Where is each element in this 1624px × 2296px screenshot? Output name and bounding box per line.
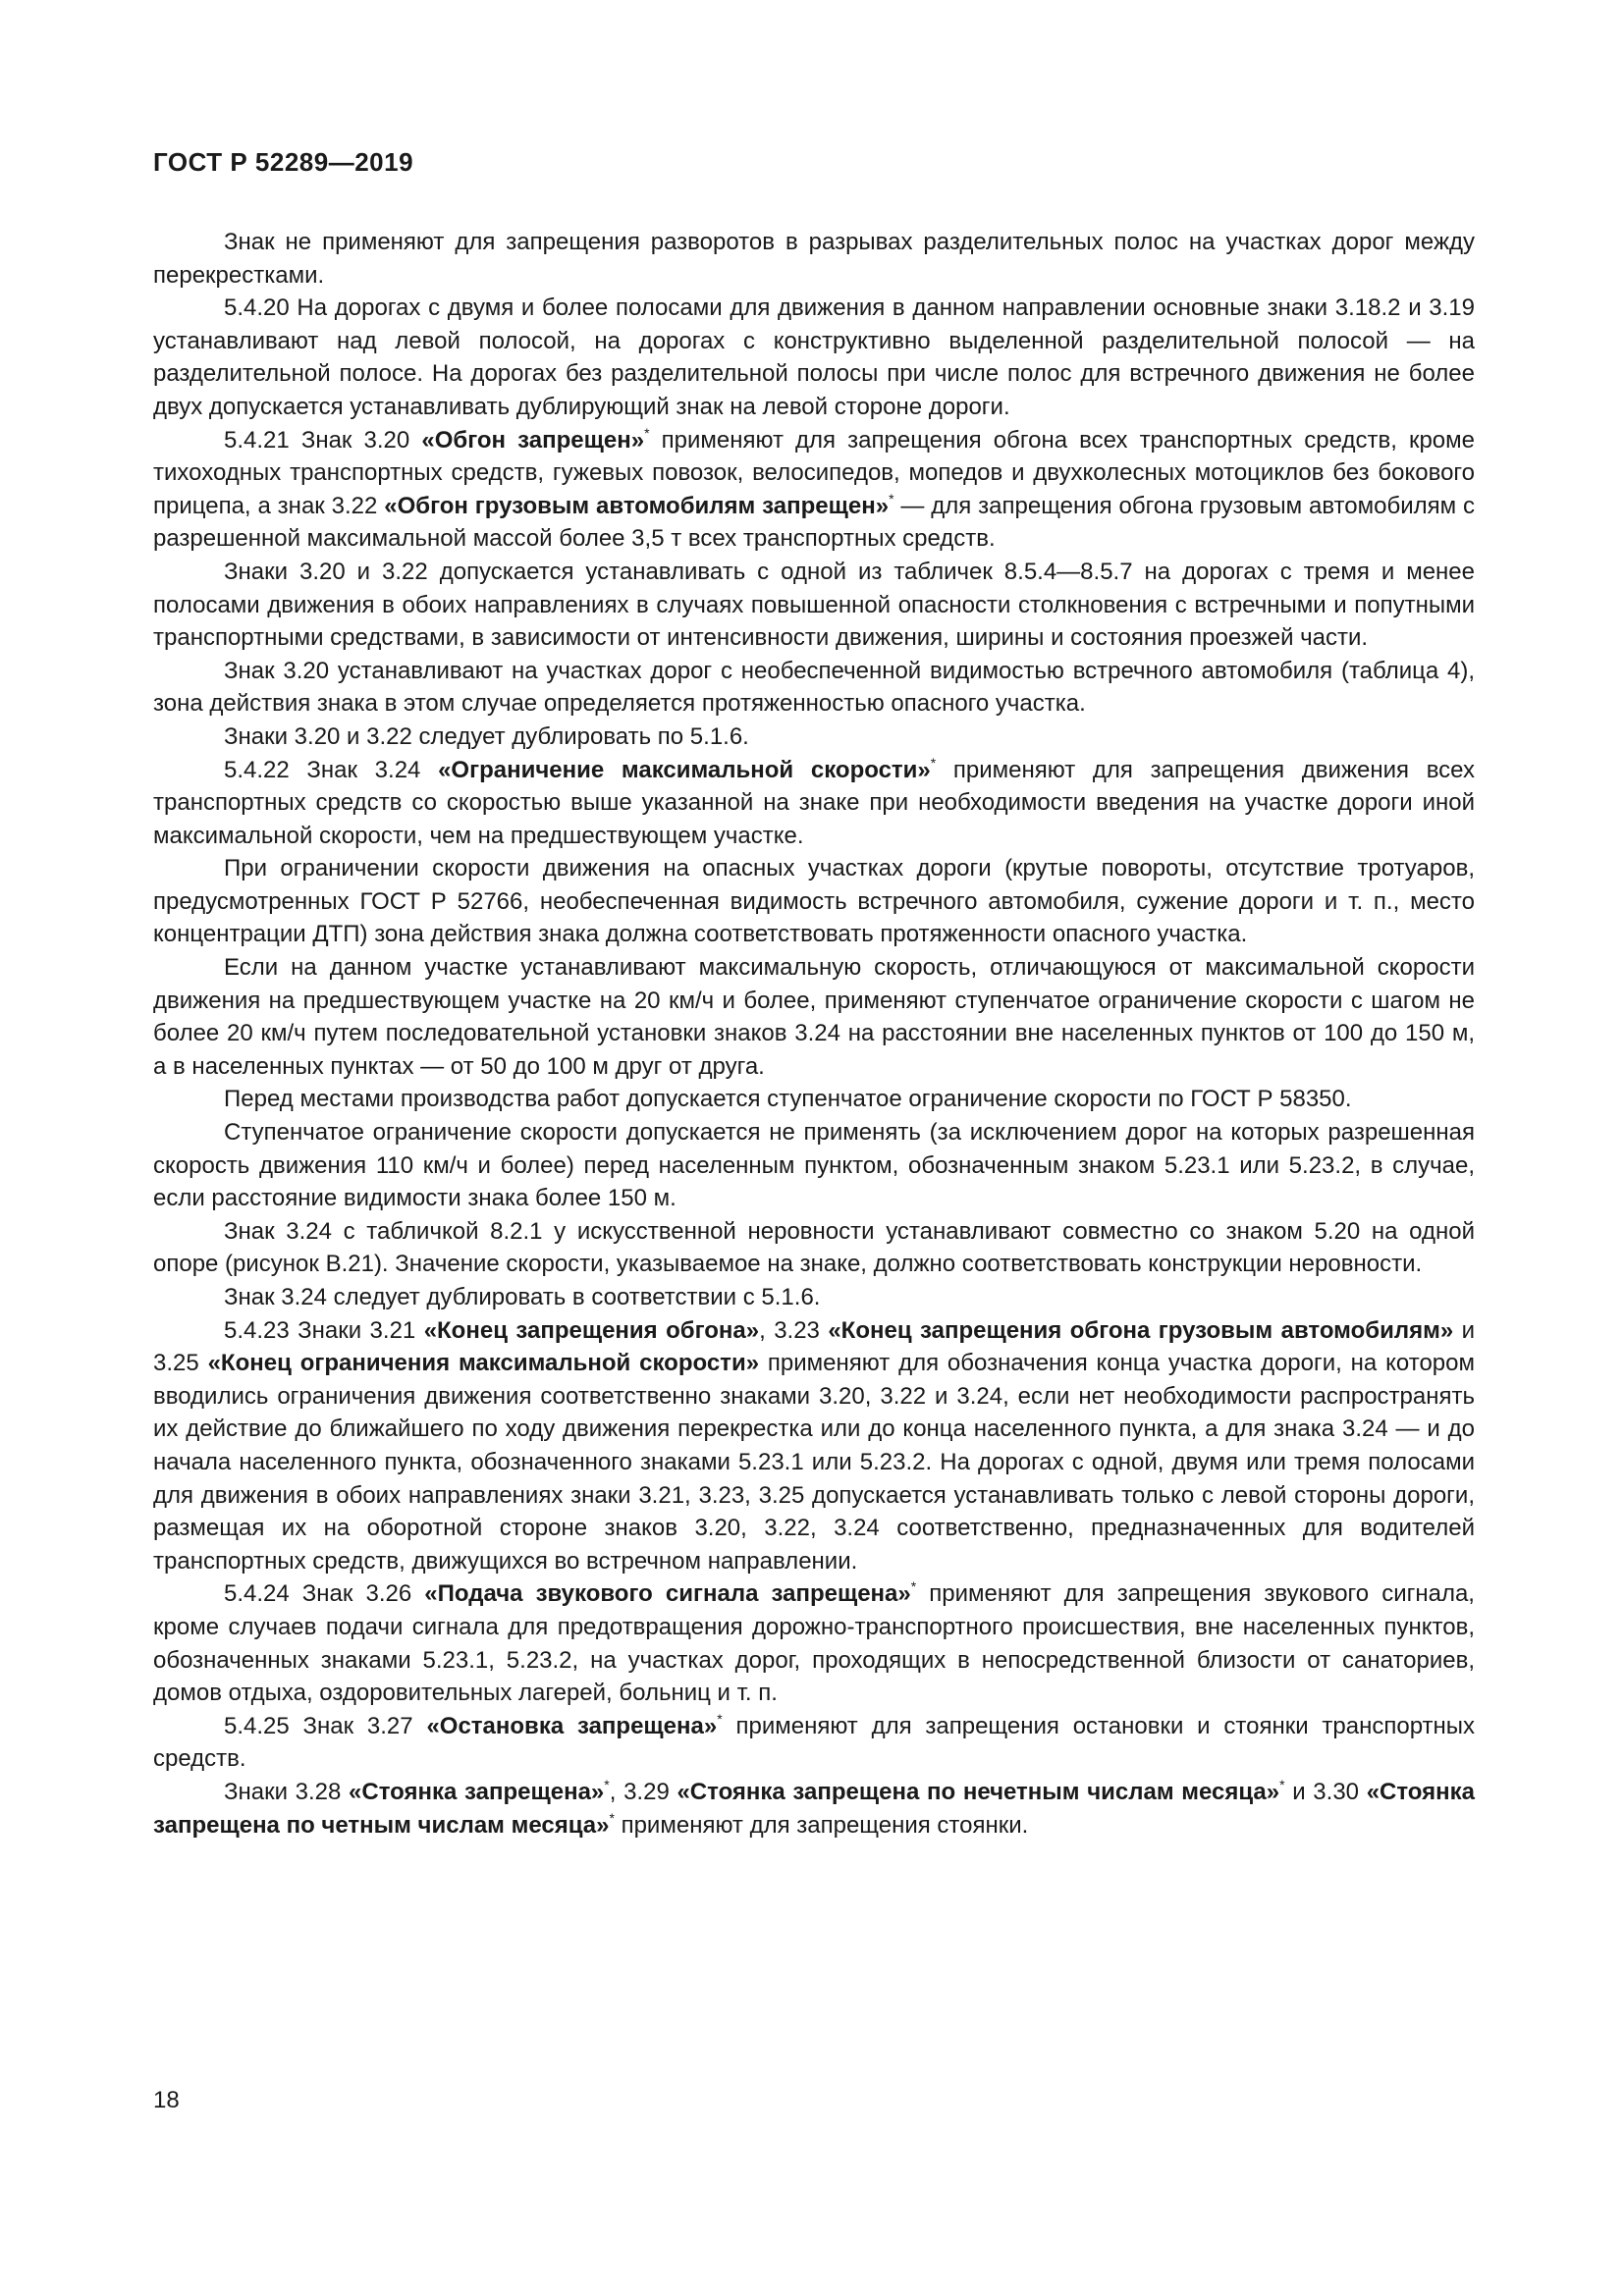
paragraph — [153, 655, 1475, 721]
paragraph — [153, 852, 1475, 951]
text-run: применяют для запрещения движения всех транспортных средств со скоростью выше указанной на знаке при необходимости введения на участке дороги иной максимальной скорости, чем на предшествующем участке. — [153, 756, 1475, 849]
text-run: , 3.29 — [609, 1778, 677, 1805]
footnote-marker: * — [609, 1809, 615, 1826]
paragraph — [153, 1710, 1475, 1776]
text-run: применяют для запрещения звукового сигнала, кроме случаев подачи сигнала для предотвращения дорожно-транспортного происшествия, вне населенных пунктов, обозначенных знаками 5.23.1, 5.23.2, на участках дорог, проходящих в непосредственной близости от санаториев, домов отдыха, оздоровительных лагерей, больниц и т. п. — [153, 1580, 1475, 1707]
text-run: Перед местами производства работ допускается ступенчатое ограничение скорости по ГОСТ Р 58350. — [224, 1086, 1352, 1113]
paragraph — [153, 754, 1475, 853]
sign-name: «Конец запрещения обгона грузовым автомобилям» — [828, 1316, 1454, 1344]
text-run: 5.4.21 Знак 3.20 — [224, 426, 422, 454]
sign-name: «Ограничение максимальной скорости» — [438, 756, 931, 783]
text-run: применяют для запрещения обгона всех транспортных средств, кроме тихоходных транспортных средств, гужевых повозок, велосипедов, мопедов и двухколесных мотоциклов без бокового прицепа, а знак 3.22 — [153, 426, 1476, 519]
text-run: 5.4.24 Знак 3.26 — [224, 1580, 425, 1608]
standard-code-header: ГОСТ Р 52289—2019 — [153, 147, 414, 177]
text-run: Знаки 3.20 и 3.22 следует дублировать по 5.1.6. — [224, 722, 749, 750]
paragraph — [153, 1776, 1475, 1842]
paragraph — [153, 1314, 1475, 1578]
text-run: Знак 3.20 устанавливают на участках дорог с необеспеченной видимостью встречного автомобиля (таблица 4), зона действия знака в этом случае определяется протяженностью опасного участка. — [153, 657, 1475, 718]
footnote-marker: * — [930, 754, 937, 771]
text-run: применяют для запрещения стоянки. — [614, 1811, 1029, 1839]
text-run: применяют для запрещения остановки и стоянки транспортных средств. — [153, 1712, 1476, 1773]
text-run: 5.4.25 Знак 3.27 — [224, 1712, 427, 1739]
sign-name: «Стоянка запрещена по нечетным числам месяца» — [677, 1778, 1280, 1805]
text-run: , 3.23 — [759, 1316, 829, 1344]
footnote-marker: * — [604, 1776, 610, 1792]
text-run: 5.4.23 Знаки 3.21 — [224, 1316, 424, 1344]
footnote-marker: * — [717, 1710, 723, 1727]
paragraph — [153, 951, 1475, 1083]
paragraph — [153, 1281, 1475, 1314]
text-run: Знак не применяют для запрещения разворотов в разрывах разделительных полос на участках дорог между перекрестками. — [153, 229, 1475, 289]
sign-name: «Стоянка запрещена» — [349, 1778, 605, 1805]
paragraph — [153, 721, 1475, 754]
text-run: 5.4.20 На дорогах с двумя и более полосами для движения в данном направлении основные знаки 3.18.2 и 3.19 устанавливают над левой полосой, на дорогах с конструктивно выделенной разделительной полосой — на разделительной полосе. На дорогах без разделительной полосы при числе полос для встречного движения не более двух допускается устанавливать дублирующий знак на левой стороне дороги. — [153, 294, 1475, 420]
paragraph — [153, 292, 1475, 423]
footnote-marker: * — [889, 490, 894, 507]
text-run: Знак 3.24 с табличкой 8.2.1 у искусственной неровности устанавливают совместно со знаком 5.20 на одной опоре (рисунок В.21). Значение скорости, указываемое на знаке, должно соответствовать конструкции неровности. — [153, 1217, 1475, 1278]
paragraph — [153, 226, 1475, 292]
text-run: и 3.30 — [1284, 1778, 1367, 1805]
sign-name: «Конец ограничения максимальной скорости» — [207, 1350, 760, 1377]
sign-name: «Стоянка запрещена по четным числам месяца» — [153, 1778, 1476, 1839]
footnote-marker: * — [1279, 1776, 1285, 1792]
text-run: и 3.25 — [153, 1316, 1476, 1377]
paragraph — [153, 424, 1475, 556]
text-run: Ступенчатое ограничение скорости допускается не применять (за исключением дорог на которых разрешенная скорость движения 110 км/ч и более) перед населенным пунктом, обозначенным знаком 5.23.1 или 5.23.2, в случае, если расстояние видимости знака более 150 м. — [153, 1119, 1475, 1212]
sign-name: «Конец запрещения обгона» — [423, 1316, 760, 1344]
footnote-marker: * — [910, 1578, 917, 1595]
sign-name: «Остановка запрещена» — [426, 1712, 718, 1739]
text-run: применяют для обозначения конца участка дороги, на котором вводились ограничения движения соответственно знаками 3.20, 3.22 и 3.24, если нет необходимости распространять их действие до ближайшего по ходу движения перекрестка или до конца населенного пункта, а для знака 3.24 — и до начала населенного пункта, обозначенного знаками 5.23.1 или 5.23.2. На дорогах с одной, двумя или тремя полосами для движения в обоих направлениях знаки 3.21, 3.23, 3.25 допускается устанавливать только с левой стороны дороги, размещая их на оборотной стороне знаков 3.20, 3.22, 3.24 соответственно, предназначенных для водителей транспортных средств, движущихся во встречном направлении. — [153, 1350, 1475, 1575]
paragraph — [153, 1215, 1475, 1281]
text-run: 5.4.22 Знак 3.24 — [224, 756, 439, 783]
text-run: При ограничении скорости движения на опасных участках дороги (крутые повороты, отсутствие тротуаров, предусмотренных ГОСТ Р 52766, необеспеченная видимость встречного автомобиля, сужение дороги и т. п., место концентрации ДТП) зона действия знака должна соответствовать протяженности опасного участка. — [153, 855, 1475, 948]
text-run: — для запрещения обгона грузовым автомобилям с разрешенной максимальной массой более 3,5 т всех транспортных средств. — [153, 492, 1476, 553]
page-number: 18 — [153, 2087, 180, 2113]
document-body — [153, 226, 1475, 1842]
paragraph — [153, 556, 1475, 655]
paragraph — [153, 1116, 1475, 1215]
text-run: Если на данном участке устанавливают максимальную скорость, отличающуюся от максимальной скорости движения на предшествующем участке на 20 км/ч и более, применяют ступенчатое ограничение скорости с шагом не более 20 км/ч путем последовательной установки знаков 3.24 на расстоянии вне населенных пунктов от 100 до 150 м, а в населенных пунктах — от 50 до 100 м друг от друга. — [153, 954, 1475, 1080]
paragraph — [153, 1083, 1475, 1116]
sign-name: «Обгон запрещен» — [421, 426, 645, 454]
text-run: Знак 3.24 следует дублировать в соответствии с 5.1.6. — [224, 1284, 821, 1310]
text-run: Знаки 3.28 — [224, 1778, 350, 1805]
paragraph — [153, 1577, 1475, 1709]
sign-name: «Подача звукового сигнала запрещена» — [424, 1580, 911, 1608]
sign-name: «Обгон грузовым автомобилям запрещен» — [384, 492, 890, 519]
text-run: Знаки 3.20 и 3.22 допускается устанавливать с одной из табличек 8.5.4—8.5.7 на дорогах с тремя и менее полосами движения в обоих направлениях в случаях повышенной опасности столкновения с встречными и попутными транспортными средствами, в зависимости от интенсивности движения, ширины и состояния проезжей части. — [153, 558, 1475, 652]
footnote-marker: * — [644, 424, 650, 441]
